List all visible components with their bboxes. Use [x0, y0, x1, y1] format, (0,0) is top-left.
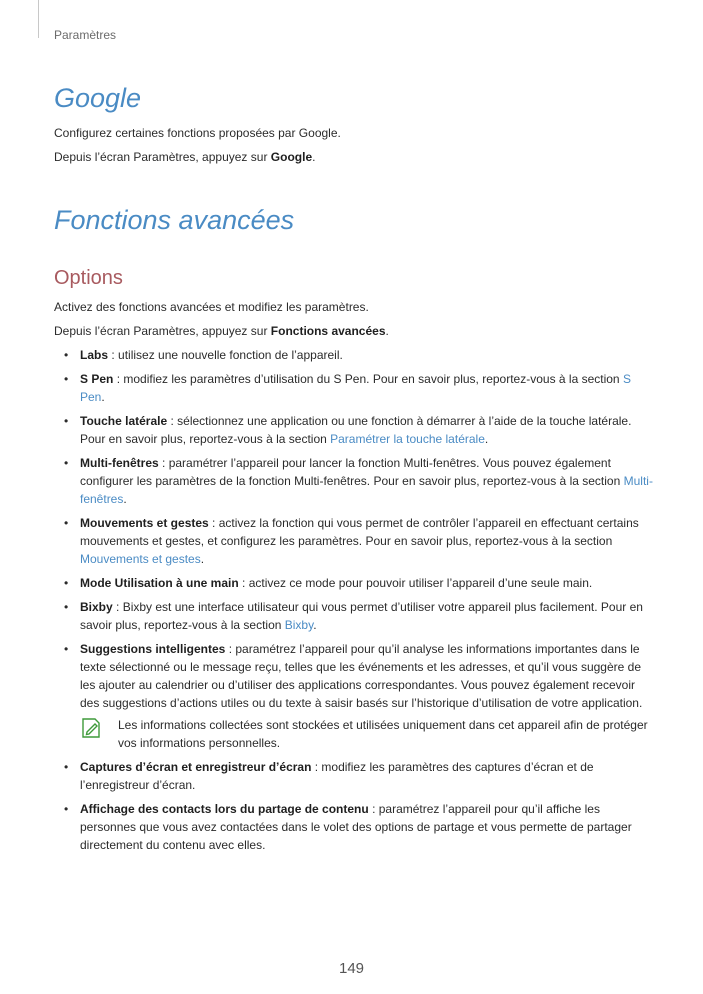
link-touche-laterale[interactable]: Paramétrer la touche latérale: [330, 432, 485, 446]
link-s-pen[interactable]: S Pen: [80, 372, 631, 404]
link-bixby[interactable]: Bixby: [284, 618, 314, 632]
list-item-mode-une-main: • Mode Utilisation à une main : activez ce mode pour pouvoir utiliser l’appareil d’une seule main.: [54, 574, 654, 592]
list-item-bixby: • Bixby : Bixby est une interface utilisateur qui vous permet d’utiliser votre appareil plus facilement. Pour en savoir plus, reportez-vous à la section Bixby.: [54, 598, 654, 634]
list-item-partage-contacts: • Affichage des contacts lors du partage de contenu : paramétrez l’appareil pour qu’il affiche les personnes que vous avez contactées dans le volet des options de partage et vous permette de partager directement du contenu avec elles.: [54, 800, 654, 854]
list-item-suggestions: • Suggestions intelligentes : paramétrez l’appareil pour qu’il analyse les informations importantes dans le texte sélectionné ou le message reçu, telles que les événements et les adresses, et qu’il vous suggère de les ajouter au calendrier ou d’utiliser des applications correspondantes. Vous pouvez également recevoir des suggestions d’actions utiles ou du texte à saisir basés sur l’historique d’utilisation de votre application.: [54, 640, 654, 712]
google-title: Google: [54, 83, 142, 113]
google-menu-label: Google: [270, 150, 313, 164]
options-list: [54, 346, 654, 860]
note-text: Les informations collectées sont stockées et utilisées uniquement dans cet appareil afin de protéger vos informations personnelles.: [118, 718, 648, 750]
google-intro: Configurez certaines fonctions proposées par Google.: [54, 126, 341, 140]
list-item-labs: • Labs : utilisez une nouvelle fonction de l’appareil.: [54, 346, 654, 364]
list-item-captures: • Captures d’écran et enregistreur d’écran : modifiez les paramètres des captures d’écran et de l’enregistreur d’écran.: [54, 758, 654, 794]
list-item-multi-fenetres: • Multi-fenêtres : paramétrer l’appareil pour lancer la fonction Multi-fenêtres. Vous pouvez également configurer les paramètres de la fonction Multi-fenêtres. Pour en savoir plus, reportez-vous à la section Multi-fenêtres.: [54, 454, 654, 508]
link-multi-fenetres[interactable]: Multi-fenêtres: [80, 474, 653, 506]
list-item-touche-laterale: • Touche latérale : sélectionnez une application ou une fonction à démarrer à l’aide de la touche latérale. Pour en savoir plus, reportez-vous à la section Paramétrer la touche latérale.: [54, 412, 654, 448]
running-header: Paramètres: [54, 28, 117, 42]
note-pencil-icon: [80, 718, 102, 738]
list-item-s-pen: • S Pen : modifiez les paramètres d’utilisation du S Pen. Pour en savoir plus, reportez-vous à la section S Pen.: [54, 370, 654, 406]
list-item-mouvements-gestes: • Mouvements et gestes : activez la fonction qui vous permet de contrôler l’appareil en effectuant certains mouvements et gestes, et configurez les paramètres. Pour en savoir plus, reportez-vous à la section Mouvements et gestes.: [54, 514, 654, 568]
note-box: [80, 716, 654, 752]
options-intro: Activez des fonctions avancées et modifiez les paramètres.: [54, 300, 369, 314]
link-mouvements-gestes[interactable]: Mouvements et gestes: [80, 552, 201, 566]
google-instruction: Depuis l’écran Paramètres, appuyez sur Google.: [54, 150, 316, 164]
advanced-menu-label: Fonctions avancées: [270, 324, 386, 338]
options-instruction: Depuis l’écran Paramètres, appuyez sur Fonctions avancées.: [54, 324, 389, 338]
header-divider: [38, 0, 39, 38]
options-title: Options: [54, 267, 123, 289]
page-number: 149: [338, 960, 365, 977]
advanced-title: Fonctions avancées: [54, 205, 295, 235]
